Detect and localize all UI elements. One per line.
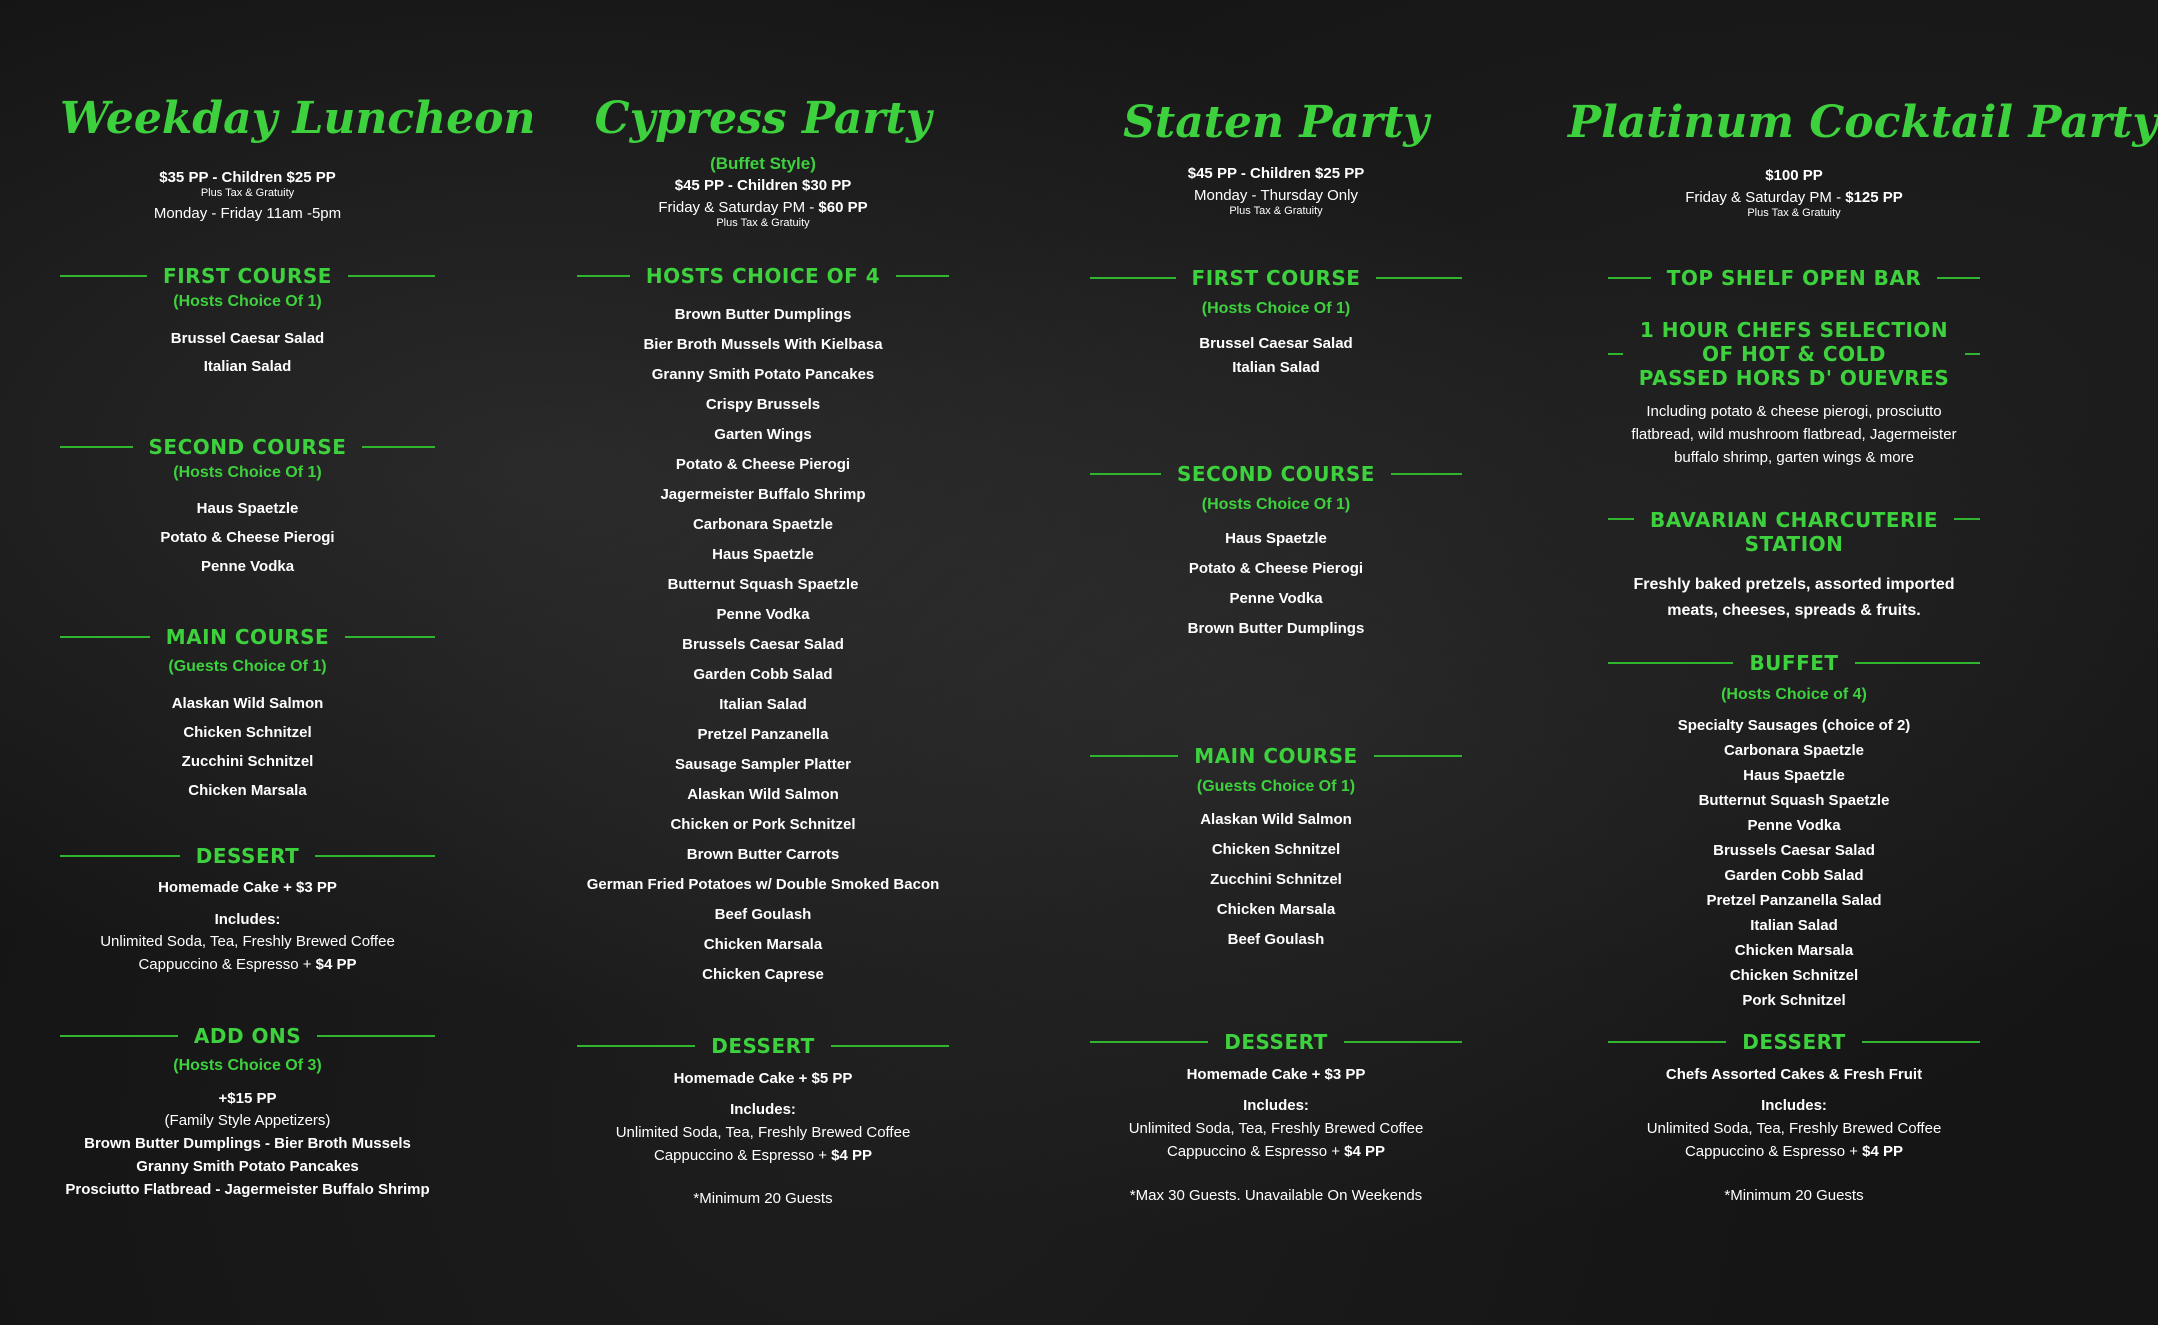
menu-item: Chicken Caprese — [702, 966, 824, 983]
staten-days: Monday - Thursday Only — [1194, 187, 1358, 204]
heading-text: MAIN COURSE — [165, 625, 330, 649]
cypress-hosts-items — [577, 300, 949, 990]
divider-line — [896, 275, 949, 277]
heading-text: SECOND COURSE — [1177, 462, 1375, 486]
weekday-second-course-heading — [60, 435, 435, 459]
divider-line — [1090, 755, 1178, 757]
cypress-party-title: Cypress Party — [594, 93, 932, 144]
heading-text: SECOND COURSE — [148, 435, 347, 459]
menu-item: Specialty Sausages (choice of 2) — [1677, 717, 1911, 734]
staten-price: $45 PP - Children $25 PP — [1187, 165, 1365, 182]
heading-text: FIRST COURSE — [163, 264, 332, 288]
menu-item: Alaskan Wild Salmon — [171, 695, 324, 712]
staten-first-items — [1090, 332, 1462, 380]
menu-item: Italian Salad — [203, 358, 292, 375]
cypress-dessert-line1: Unlimited Soda, Tea, Freshly Brewed Coffee — [615, 1124, 911, 1141]
menu-item: Haus Spaetzle — [1743, 767, 1845, 784]
line2-price: $4 PP — [831, 1147, 873, 1164]
menu-item: Potato & Cheese Pierogi — [160, 529, 335, 546]
staten-dessert-cake: Homemade Cake + $3 PP — [1186, 1066, 1366, 1083]
staten-dessert-heading — [1090, 1030, 1462, 1054]
heading-text: HOSTS CHOICE OF 4 — [645, 264, 881, 288]
menu-item: Chicken or Pork Schnitzel — [670, 816, 856, 833]
weekday-second-items — [60, 494, 435, 581]
menu-item: Haus Spaetzle — [1225, 530, 1327, 547]
divider-line — [1608, 662, 1733, 664]
heading-line: 1 HOUR CHEFS SELECTION — [1639, 318, 1949, 342]
cypress-weekend — [577, 198, 949, 217]
divider-line — [1862, 1041, 1980, 1043]
menu-item: Italian Salad — [1232, 359, 1320, 376]
weekday-main-items — [60, 689, 435, 805]
weekday-first-course-heading — [60, 264, 435, 288]
divider-line — [60, 636, 150, 638]
weekday-addons-items — [40, 1132, 455, 1201]
menu-item: Garten Wings — [714, 426, 812, 443]
cypress-pricing — [577, 152, 949, 230]
platinum-dessert-line1: Unlimited Soda, Tea, Freshly Brewed Coffee — [1646, 1120, 1942, 1137]
divider-line — [348, 275, 435, 277]
cypress-footnote: *Minimum 20 Guests — [693, 1190, 833, 1207]
menu-item: Pretzel Panzanella Salad — [1706, 892, 1882, 909]
menu-item: Sausage Sampler Platter — [675, 756, 851, 773]
divider-line — [1608, 277, 1651, 279]
menu-item: Brussel Caesar Salad — [1199, 335, 1353, 352]
weekend-prefix: Friday & Saturday PM - — [658, 199, 819, 216]
menu-item: Brown Butter Carrots — [686, 846, 840, 863]
description-line: buffalo shrimp, garten wings & more — [1674, 449, 1914, 466]
description-line: meats, cheeses, spreads & fruits. — [1667, 602, 1921, 619]
weekday-hours: Monday - Friday 11am -5pm — [153, 205, 342, 222]
platinum-dessert-line2 — [1608, 1140, 1980, 1163]
divider-line — [60, 855, 180, 857]
divider-line — [1090, 473, 1161, 475]
line2-prefix: Cappuccino & Espresso + — [138, 956, 316, 973]
weekday-main-course-heading — [60, 625, 435, 649]
divider-line — [1965, 353, 1980, 355]
staten-main-items — [1090, 805, 1462, 955]
platinum-dessert-heading — [1608, 1030, 1980, 1054]
menu-item: Chicken Schnitzel — [1211, 841, 1341, 858]
menu-item: Penne Vodka — [1229, 590, 1323, 607]
platinum-hors-description — [1608, 400, 1980, 469]
weekday-luncheon-section — [60, 0, 536, 1325]
divider-line — [1937, 277, 1980, 279]
staten-first-note: (Hosts Choice Of 1) — [1201, 300, 1351, 317]
menu-item: Zucchini Schnitzel — [1210, 871, 1342, 888]
cypress-party-section — [577, 0, 949, 1325]
divider-line — [315, 855, 435, 857]
menu-item: Chicken Schnitzel — [1729, 967, 1859, 984]
heading-text — [1634, 508, 1954, 556]
weekend-price: $60 PP — [818, 199, 868, 216]
menu-item: Penne Vodka — [200, 558, 295, 575]
divider-line — [1608, 518, 1634, 520]
weekday-dessert-heading — [60, 844, 435, 868]
menu-item: Italian Salad — [1750, 917, 1838, 934]
staten-dessert-includes: Includes: — [1243, 1097, 1309, 1114]
weekday-luncheon-title: Weekday Luncheon — [60, 93, 536, 144]
platinum-station-description — [1608, 572, 1980, 624]
heading-text — [1623, 318, 1965, 390]
menu-item: Penne Vodka — [716, 606, 810, 623]
line2-price: $4 PP — [1344, 1143, 1386, 1160]
weekday-dessert-includes: Includes: — [214, 911, 281, 928]
cypress-dessert-includes: Includes: — [730, 1101, 796, 1118]
weekday-addons-heading — [60, 1024, 435, 1048]
divider-line — [60, 446, 133, 448]
platinum-footnote: *Minimum 20 Guests — [1724, 1187, 1864, 1204]
platinum-weekend — [1608, 188, 1980, 207]
divider-line — [577, 1045, 695, 1047]
cypress-dessert-heading — [577, 1034, 949, 1058]
staten-party-title: Staten Party — [1123, 97, 1429, 148]
heading-text: DESSERT — [1742, 1030, 1846, 1054]
heading-text: DESSERT — [711, 1034, 815, 1058]
heading-text: DESSERT — [195, 844, 300, 868]
menu-item: Brown Butter Dumplings - Bier Broth Mussels — [84, 1135, 411, 1152]
weekday-main-note: (Guests Choice Of 1) — [168, 658, 327, 675]
weekday-addons-price: +$15 PP — [218, 1090, 277, 1107]
menu-item: Haus Spaetzle — [712, 546, 814, 563]
weekend-price: $125 PP — [1845, 189, 1903, 206]
menu-item: Chicken Marsala — [703, 936, 823, 953]
cypress-hosts-heading — [577, 264, 949, 288]
menu-item: Zucchini Schnitzel — [181, 753, 314, 770]
platinum-party-title: Platinum Cocktail Party — [1568, 97, 2158, 148]
menu-item: Jagermeister Buffalo Shrimp — [660, 486, 866, 503]
divider-line — [1374, 755, 1462, 757]
divider-line — [362, 446, 435, 448]
divider-line — [345, 636, 435, 638]
menu-item: Brussel Caesar Salad — [170, 330, 325, 347]
weekday-price: $35 PP - Children $25 PP — [159, 169, 336, 186]
divider-line — [1855, 662, 1980, 664]
menu-item: Carbonara Spaetzle — [692, 516, 834, 533]
divider-line — [1090, 1041, 1208, 1043]
menu-item: Brown Butter Dumplings — [1187, 620, 1365, 637]
staten-party-section — [1090, 0, 1462, 1325]
staten-second-note: (Hosts Choice Of 1) — [1201, 496, 1351, 513]
line2-prefix: Cappuccino & Espresso + — [1166, 1143, 1345, 1160]
menu-item: Chicken Marsala — [1216, 901, 1336, 918]
divider-line — [1344, 1041, 1462, 1043]
description-line: flatbread, wild mushroom flatbread, Jagermeister — [1631, 426, 1957, 443]
heading-text: FIRST COURSE — [1191, 266, 1361, 290]
divider-line — [577, 275, 630, 277]
staten-second-items — [1090, 524, 1462, 644]
heading-line: STATION — [1744, 532, 1844, 556]
menu-item: Granny Smith Potato Pancakes — [651, 366, 875, 383]
heading-text: ADD ONS — [193, 1024, 302, 1048]
menu-item: Brussels Caesar Salad — [682, 636, 844, 653]
platinum-dessert-includes: Includes: — [1761, 1097, 1827, 1114]
divider-line — [60, 275, 147, 277]
staten-dessert-line2 — [1090, 1140, 1462, 1163]
staten-footnote: *Max 30 Guests. Unavailable On Weekends — [1129, 1187, 1423, 1204]
menu-item: Garden Cobb Salad — [1724, 867, 1864, 884]
menu-item: Alaskan Wild Salmon — [687, 786, 839, 803]
menu-item: Beef Goulash — [714, 906, 812, 923]
line2-price: $4 PP — [315, 956, 357, 973]
weekday-addons-note: (Hosts Choice Of 3) — [173, 1057, 322, 1074]
weekday-addons-style: (Family Style Appetizers) — [164, 1112, 331, 1129]
weekend-prefix: Friday & Saturday PM - — [1685, 189, 1846, 206]
menu-item: Butternut Squash Spaetzle — [667, 576, 859, 593]
menu-item: Bier Broth Mussels With Kielbasa — [643, 336, 883, 353]
description-line: Including potato & cheese pierogi, prosciutto — [1646, 403, 1942, 420]
staten-first-course-heading — [1090, 266, 1462, 290]
platinum-open-bar-heading — [1608, 266, 1980, 290]
menu-item: Chicken Marsala — [1734, 942, 1854, 959]
menu-item: Italian Salad — [719, 696, 807, 713]
menu-item: Pretzel Panzanella — [697, 726, 829, 743]
weekday-first-items — [60, 325, 435, 381]
menu-item: German Fried Potatoes w/ Double Smoked Bacon — [586, 876, 940, 893]
heading-text: BUFFET — [1749, 651, 1839, 675]
staten-pricing — [1090, 164, 1462, 218]
heading-text: MAIN COURSE — [1194, 744, 1358, 768]
weekday-second-note: (Hosts Choice Of 1) — [173, 464, 322, 481]
menu-item: Penne Vodka — [1747, 817, 1841, 834]
divider-line — [317, 1035, 435, 1037]
menu-item: Prosciutto Flatbread - Jagermeister Buffalo Shrimp — [65, 1181, 430, 1198]
menu-item: Beef Goulash — [1227, 931, 1325, 948]
weekday-first-note: (Hosts Choice Of 1) — [173, 293, 322, 310]
heading-text: TOP SHELF OPEN BAR — [1666, 266, 1922, 290]
staten-second-course-heading — [1090, 462, 1462, 486]
menu-item: Butternut Squash Spaetzle — [1698, 792, 1890, 809]
menu-item: Alaskan Wild Salmon — [1200, 811, 1352, 828]
cypress-tax: Plus Tax & Gratuity — [716, 217, 810, 229]
staten-main-note: (Guests Choice Of 1) — [1196, 778, 1356, 795]
divider-line — [1391, 473, 1462, 475]
menu-item: Carbonara Spaetzle — [1723, 742, 1865, 759]
platinum-buffet-note: (Hosts Choice of 4) — [1721, 686, 1867, 703]
menu-item: Potato & Cheese Pierogi — [1188, 560, 1364, 577]
menu-item: Garden Cobb Salad — [693, 666, 833, 683]
divider-line — [1608, 353, 1623, 355]
divider-line — [60, 1035, 178, 1037]
line2-price: $4 PP — [1862, 1143, 1904, 1160]
weekday-tax: Plus Tax & Gratuity — [200, 187, 295, 199]
divider-line — [1090, 277, 1176, 279]
platinum-dessert-cake: Chefs Assorted Cakes & Fresh Fruit — [1665, 1066, 1923, 1083]
heading-text: DESSERT — [1224, 1030, 1328, 1054]
weekday-dessert-line2 — [60, 953, 435, 976]
platinum-price: $100 PP — [1765, 167, 1823, 184]
divider-line — [1954, 518, 1980, 520]
platinum-party-section — [1568, 0, 2158, 1325]
heading-line: BAVARIAN CHARCUTERIE — [1650, 508, 1939, 532]
weekday-dessert-line1: Unlimited Soda, Tea, Freshly Brewed Coffee — [100, 933, 395, 950]
divider-line — [1376, 277, 1462, 279]
weekday-dessert-cake: Homemade Cake + $3 PP — [158, 879, 337, 896]
cypress-price: $45 PP - Children $30 PP — [674, 177, 852, 194]
staten-dessert-line1: Unlimited Soda, Tea, Freshly Brewed Coffee — [1128, 1120, 1424, 1137]
divider-line — [1608, 1041, 1726, 1043]
divider-line — [831, 1045, 949, 1047]
description-line: Freshly baked pretzels, assorted imported — [1633, 576, 1955, 593]
platinum-station-heading — [1608, 508, 1980, 556]
cypress-dessert-line2 — [577, 1144, 949, 1167]
menu-item: Brussels Caesar Salad — [1713, 842, 1875, 859]
platinum-tax: Plus Tax & Gratuity — [1747, 207, 1841, 219]
line2-prefix: Cappuccino & Espresso + — [653, 1147, 832, 1164]
menu-item: Brown Butter Dumplings — [674, 306, 852, 323]
menu-item: Chicken Schnitzel — [183, 724, 312, 741]
menu-item: Pork Schnitzel — [1742, 992, 1846, 1009]
staten-main-course-heading — [1090, 744, 1462, 768]
heading-line: PASSED HORS D' OUEVRES — [1638, 366, 1950, 390]
cypress-dessert-cake: Homemade Cake + $5 PP — [673, 1070, 853, 1087]
weekday-pricing — [60, 168, 435, 223]
platinum-pricing — [1608, 166, 1980, 220]
platinum-hors-heading — [1608, 318, 1980, 390]
line2-prefix: Cappuccino & Espresso + — [1684, 1143, 1863, 1160]
menu-item: Granny Smith Potato Pancakes — [136, 1158, 359, 1175]
platinum-buffet-heading — [1608, 651, 1980, 675]
platinum-buffet-items — [1608, 713, 1980, 1013]
staten-tax: Plus Tax & Gratuity — [1229, 205, 1323, 217]
menu-item: Haus Spaetzle — [196, 500, 299, 517]
menu-item: Crispy Brussels — [705, 396, 821, 413]
menu-item: Potato & Cheese Pierogi — [675, 456, 851, 473]
menu-item: Chicken Marsala — [188, 782, 307, 799]
cypress-style: (Buffet Style) — [710, 154, 816, 173]
heading-line: OF HOT & COLD — [1702, 342, 1886, 366]
